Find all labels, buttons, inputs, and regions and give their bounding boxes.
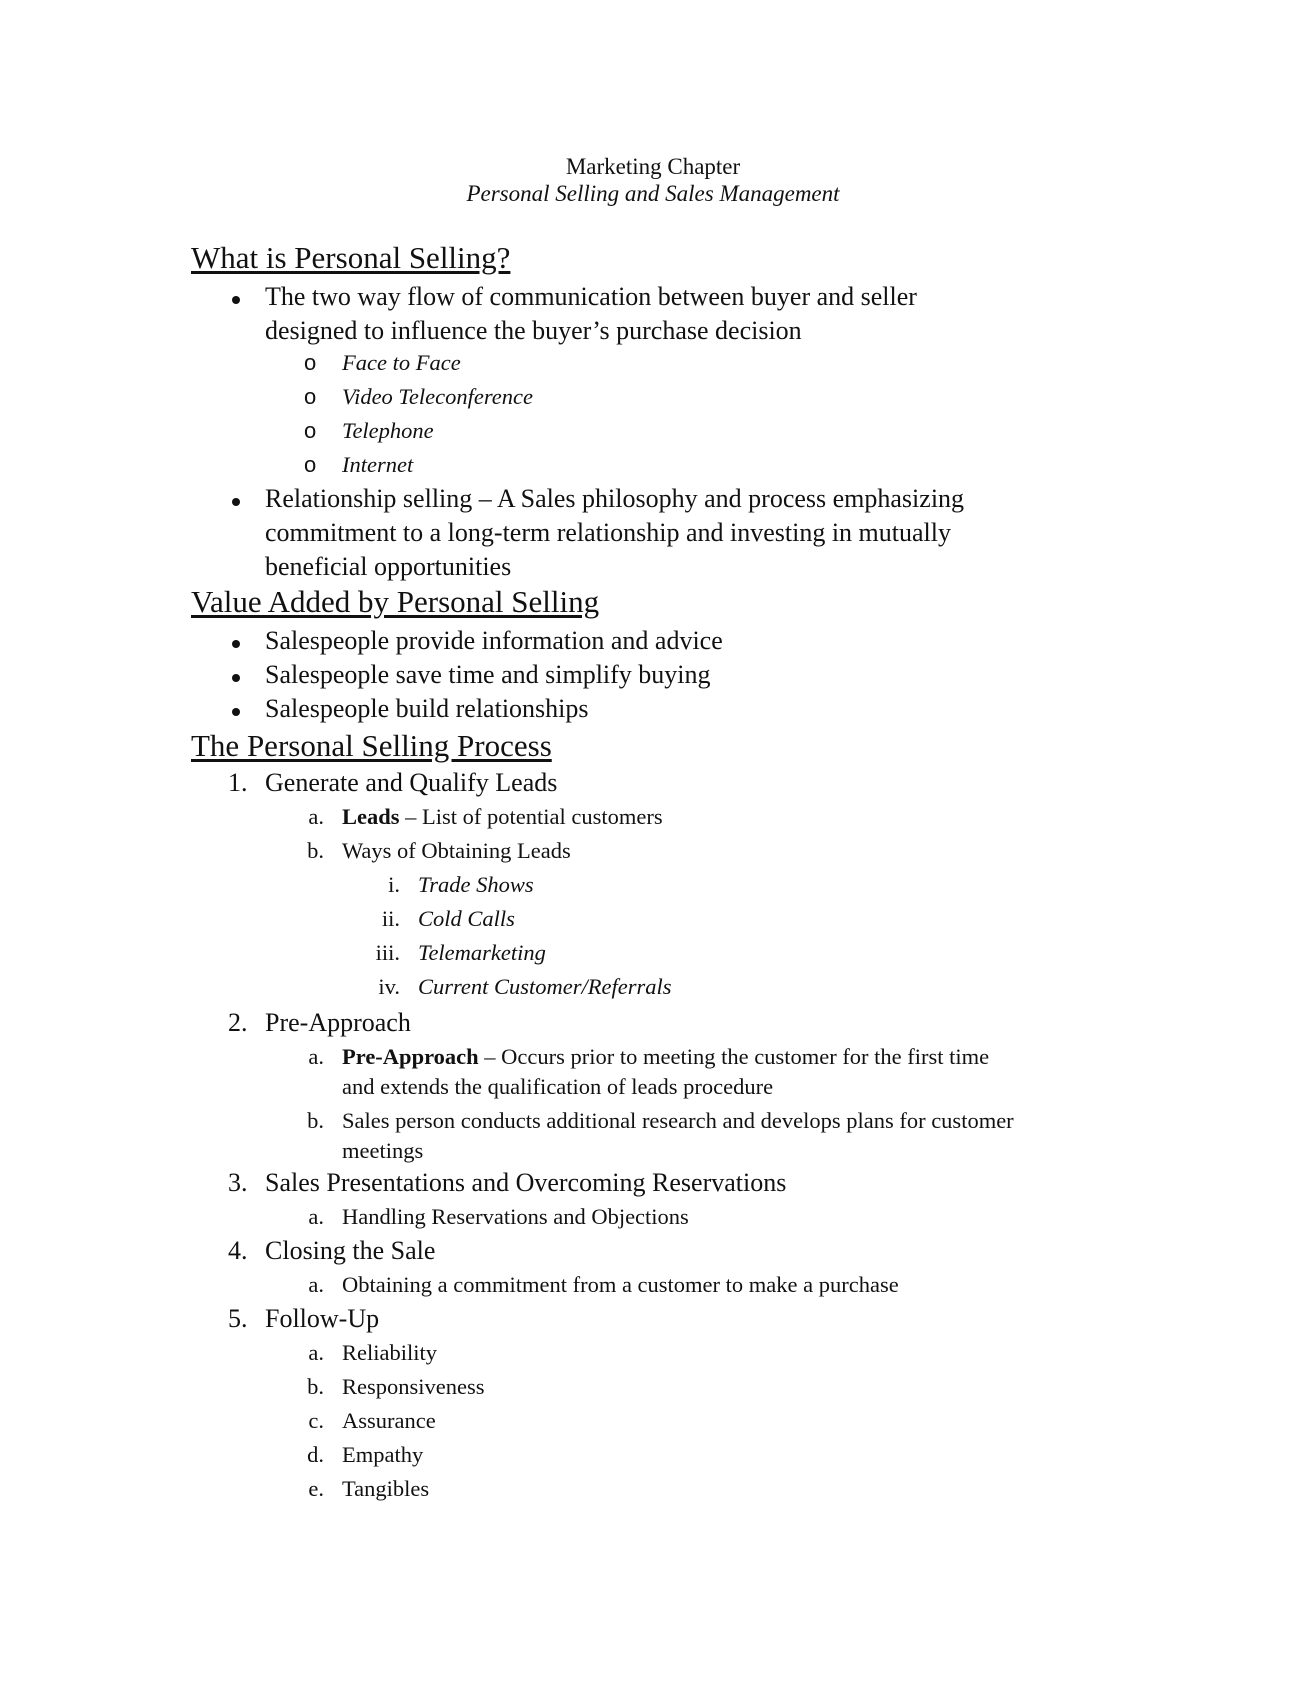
step-number: 3. [228,1168,248,1197]
list-item: Reliability [342,1340,437,1365]
step-number: 4. [228,1236,248,1265]
definition-continued: and extends the qualification of leads procedure [342,1074,774,1099]
document-title: Marketing Chapter [565,154,741,179]
sub-bullet-marker: o [304,452,317,477]
definition-item [342,1042,989,1072]
list-item: Telemarketing [418,940,546,965]
step-number: 5. [228,1304,248,1333]
bullet-text: The two way flow of communication between buyer and seller [265,282,917,311]
definition: – Occurs prior to meeting the customer for the first time [478,1044,990,1069]
list-item: Responsiveness [342,1374,485,1399]
sub-marker: a. [308,1204,324,1229]
roman-marker: iii. [375,940,400,965]
sub-marker: b. [307,838,324,863]
step-number: 1. [228,768,248,797]
list-item: Handling Reservations and Objections [342,1204,689,1229]
sub-bullet-marker: o [304,384,317,409]
roman-marker: ii. [381,906,400,931]
definition: – List of potential customers [399,804,663,829]
list-item-continued: meetings [342,1138,424,1163]
bullet-text-continued: beneficial opportunities [265,552,512,581]
section-heading-value-added: Value Added by Personal Selling [191,584,600,619]
sub-marker: d. [307,1442,324,1467]
section-heading-what-is: What is Personal Selling? [191,240,511,275]
term: Pre-Approach [342,1044,479,1069]
sub-marker: b. [307,1374,324,1399]
list-item: Empathy [342,1442,424,1467]
bullet-marker [232,498,240,506]
list-item: Face to Face [342,350,461,375]
sub-marker: a. [308,1044,324,1069]
list-item: Salespeople build relationships [265,694,589,723]
list-item: Obtaining a commitment from a customer to make a purchase [342,1272,899,1297]
sub-marker: c. [308,1408,324,1433]
bullet-marker [232,708,240,716]
list-item: Trade Shows [418,872,534,897]
list-item: Sales person conducts additional research and develops plans for customer [342,1108,1014,1133]
bullet-text-continued: designed to influence the buyer’s purchase decision [265,316,802,345]
sub-marker: e. [308,1476,324,1501]
roman-marker: i. [388,872,400,897]
sub-marker: a. [308,804,324,829]
sub-marker: a. [308,1340,324,1365]
section-heading-process: The Personal Selling Process [191,728,552,763]
step-label: Generate and Qualify Leads [265,768,558,797]
list-item: Salespeople provide information and advice [265,626,723,655]
sub-bullet-marker: o [304,418,317,443]
list-item: Salespeople save time and simplify buying [265,660,711,689]
sub-marker: b. [307,1108,324,1133]
step-label: Closing the Sale [265,1236,436,1265]
bullet-text-continued: commitment to a long-term relationship and investing in mutually [265,518,951,547]
list-item: Cold Calls [418,906,515,931]
bullet-marker [232,296,240,304]
list-item: Telephone [342,418,434,443]
step-label: Pre-Approach [265,1008,411,1037]
list-item: Video Teleconference [342,384,533,409]
list-item: Tangibles [342,1476,430,1501]
definition-item [342,802,663,832]
bullet-marker [232,640,240,648]
list-item: Current Customer/Referrals [418,974,672,999]
term: Leads [342,804,400,829]
list-item: Ways of Obtaining Leads [342,838,571,863]
roman-marker: iv. [378,974,400,999]
bullet-text: Relationship selling – A Sales philosophy and process emphasizing [265,484,965,513]
document-subtitle: Personal Selling and Sales Management [466,181,840,206]
list-item: Assurance [342,1408,436,1433]
sub-bullet-marker: o [304,350,317,375]
sub-marker: a. [308,1272,324,1297]
step-label: Sales Presentations and Overcoming Reservations [265,1168,787,1197]
step-label: Follow-Up [265,1304,380,1333]
bullet-marker [232,674,240,682]
list-item: Internet [342,452,414,477]
step-number: 2. [228,1008,248,1037]
